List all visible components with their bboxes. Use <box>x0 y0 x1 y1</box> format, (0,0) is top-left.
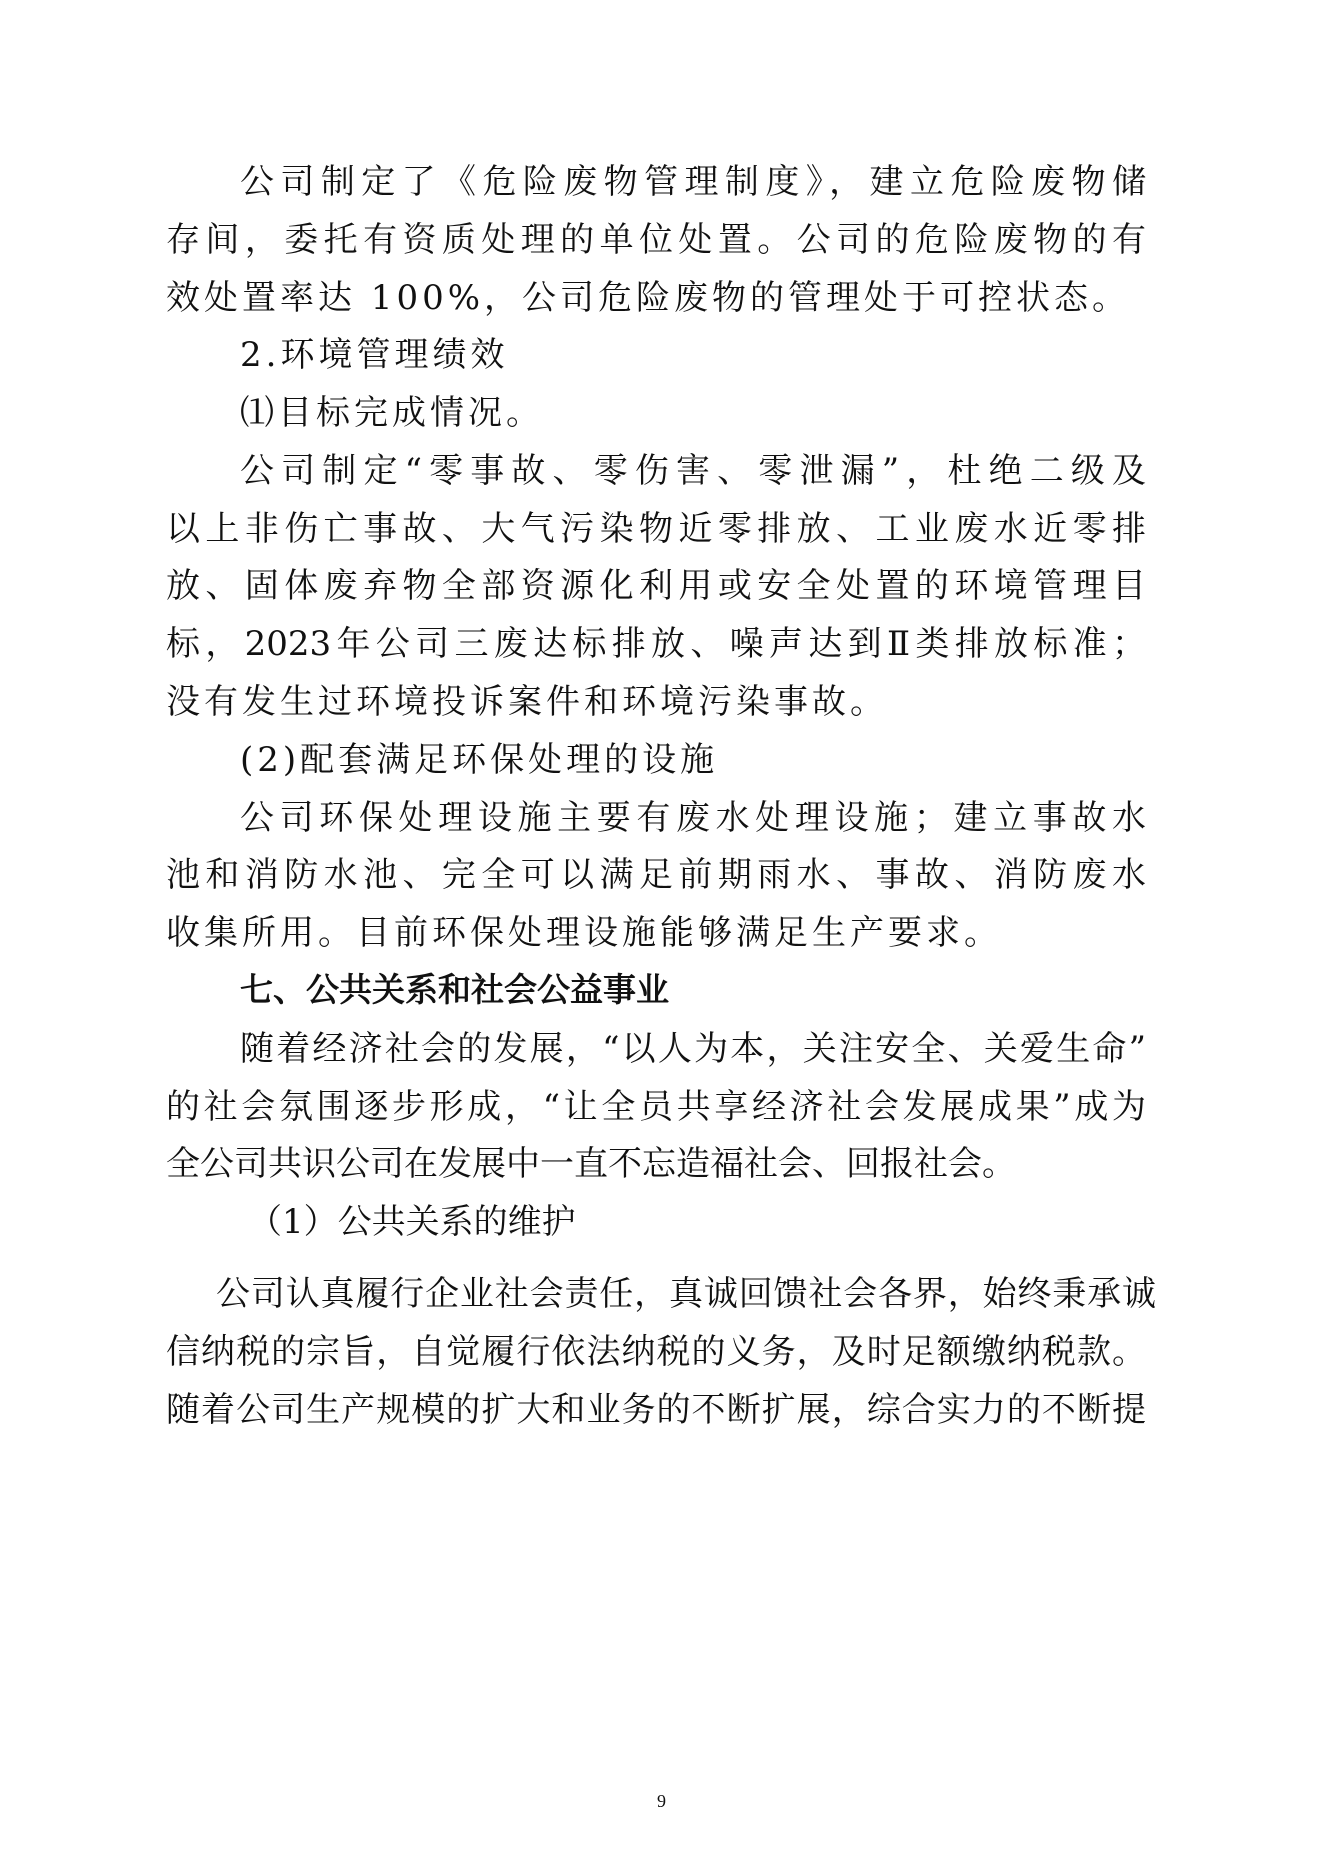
paragraph-line: 放、固体废弃物全部资源化利用或安全处置的环境管理目 <box>166 566 1146 606</box>
chapter-heading: 七、公共关系和社会公益事业 <box>240 970 669 1009</box>
page-number: 9 <box>657 1791 666 1811</box>
subsection-heading: (2)配套满足环保处理的设施 <box>240 740 719 780</box>
subsection-heading: （1）公共关系的维护 <box>248 1202 576 1242</box>
paragraph-line: 全公司共识公司在发展中一直不忘造福社会、回报社会。 <box>166 1144 1016 1184</box>
paragraph-line: 随着经济社会的发展，“以人为本，关注安全、关爱生命” <box>240 1029 1146 1069</box>
paragraph-line: 的社会氛围逐步形成，“让全员共享经济社会发展成果”成为 <box>166 1087 1146 1127</box>
paragraph-line: 池和消防水池、完全可以满足前期雨水、事故、消防废水 <box>166 855 1146 895</box>
paragraph-line: 标，2023年公司三废达标排放、噪声达到Ⅱ类排放标准； <box>166 624 1146 664</box>
paragraph-line: 公司制定“零事故、零伤害、零泄漏”，杜绝二级及 <box>240 451 1146 491</box>
section-subheading: 2.环境管理绩效 <box>240 335 509 375</box>
paragraph-line: 公司认真履行企业社会责任，真诚回馈社会各界，始终秉承诚 <box>216 1274 1156 1314</box>
paragraph-line: 存间，委托有资质处理的单位处置。公司的危险废物的有 <box>166 220 1146 260</box>
paragraph-line: 公司制定了《危险废物管理制度》，建立危险废物储 <box>240 162 1146 202</box>
paragraph-line: 以上非伤亡事故、大气污染物近零排放、工业废水近零排 <box>166 509 1146 549</box>
paragraph-line: 效处置率达 100%，公司危险废物的管理处于可控状态。 <box>166 278 1131 318</box>
paragraph-line: 信纳税的宗旨，自觉履行依法纳税的义务，及时足额缴纳税款。 <box>166 1332 1146 1372</box>
paragraph-line: 随着公司生产规模的扩大和业务的不断扩展，综合实力的不断提 <box>166 1390 1146 1430</box>
paragraph-line: 收集所用。目前环保处理设施能够满足生产要求。 <box>166 913 1002 953</box>
paragraph-line: 没有发生过环境投诉案件和环境污染事故。 <box>166 682 888 722</box>
subsection-heading: ⑴目标完成情况。 <box>240 393 544 433</box>
paragraph-line: 公司环保处理设施主要有废水处理设施；建立事故水 <box>240 798 1146 838</box>
